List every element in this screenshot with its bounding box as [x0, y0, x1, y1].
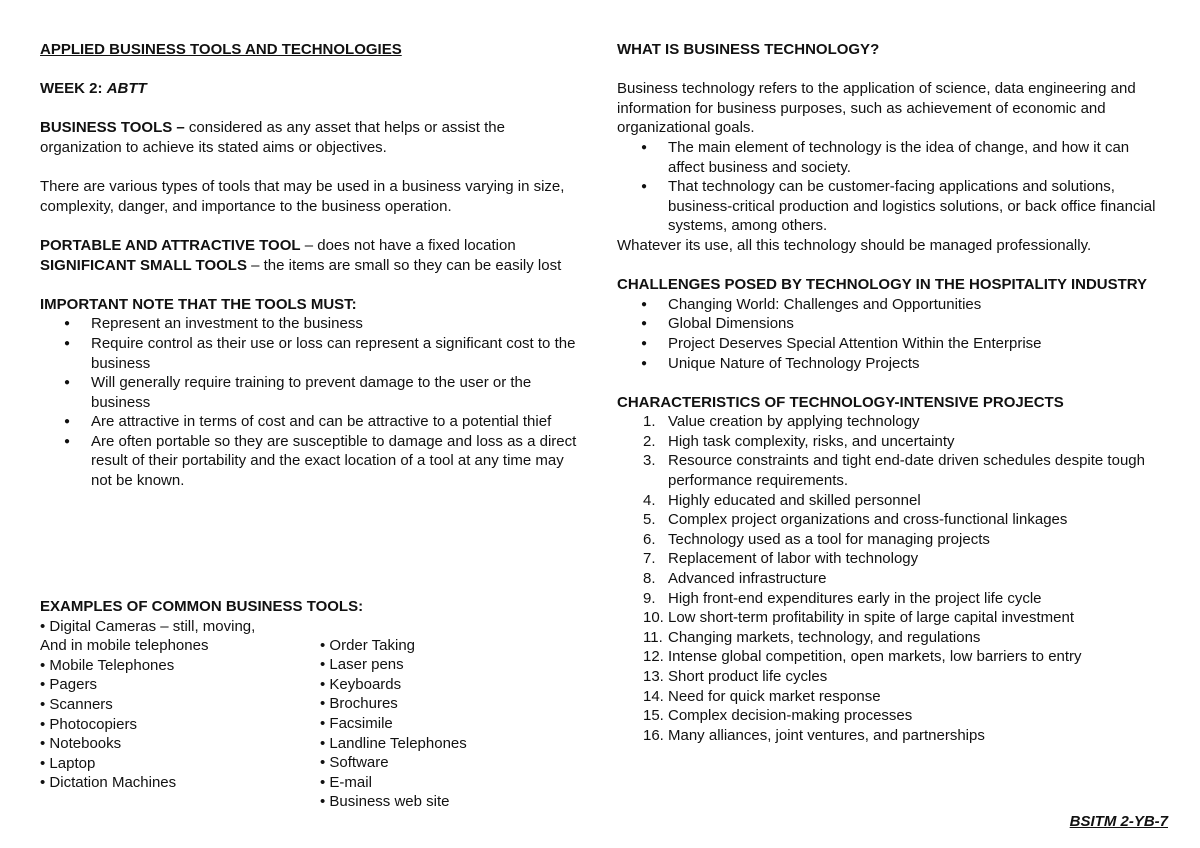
week-line — [40, 79, 585, 99]
list-number: 14. — [643, 687, 664, 705]
week-code: ABTT — [106, 80, 147, 98]
characteristics-heading: CHARACTERISTICS OF TECHNOLOGY-INTENSIVE PROJECTS — [617, 393, 1064, 411]
challenges-heading: CHALLENGES POSED BY TECHNOLOGY IN THE HOSPITALITY INDUSTRY — [617, 276, 1148, 294]
list-number: 8. — [643, 570, 656, 588]
list-text: Highly educated and skilled personnel — [668, 491, 921, 509]
list-text: Intense global competition, open markets, low barriers to entry — [668, 648, 1082, 666]
list-text: High task complexity, risks, and uncertainty — [668, 432, 955, 450]
list-number: 7. — [643, 550, 656, 568]
list-item: • Software — [320, 754, 389, 772]
examples-section — [40, 597, 585, 817]
portable-tool-definition — [40, 236, 585, 256]
list-number: 6. — [643, 530, 656, 548]
list-item: • Pagers — [40, 676, 97, 694]
business-tools-term: BUSINESS TOOLS – — [40, 119, 185, 137]
what-is-list — [617, 138, 1162, 236]
list-item: • Photocopiers — [40, 715, 137, 733]
list-item — [617, 608, 1162, 628]
list-text: Value creation by applying technology — [668, 413, 920, 431]
list-number: 5. — [643, 511, 656, 529]
list-item: • Dictation Machines — [40, 774, 177, 792]
list-item: ● Project Deserves Special Attention Within the Enterprise — [617, 334, 1162, 354]
list-item — [617, 687, 1162, 707]
list-item: • Keyboards — [320, 675, 402, 693]
list-item — [617, 451, 1162, 490]
what-is-intro: Business technology refers to the application of science, data engineering and information for business purposes, such as achievement of economic and organizational goals. — [617, 80, 1136, 137]
list-item — [617, 726, 1162, 746]
list-text: Replacement of labor with technology — [668, 550, 919, 568]
list-item: • Laptop — [40, 754, 96, 772]
list-item — [617, 530, 1162, 550]
list-item: • E-mail — [320, 773, 372, 791]
list-text: Complex decision-making processes — [668, 707, 913, 725]
document-title: APPLIED BUSINESS TOOLS AND TECHNOLOGIES — [40, 41, 402, 58]
list-item: ● Changing World: Challenges and Opportunities — [617, 295, 1162, 315]
list-item: • Landline Telephones — [320, 734, 467, 752]
list-text: Changing markets, technology, and regulations — [668, 628, 981, 646]
list-number: 9. — [643, 589, 656, 607]
list-item — [617, 589, 1162, 609]
list-number: 15. — [643, 707, 664, 725]
list-number: 10. — [643, 609, 664, 627]
list-item: ● Will generally require training to prevent damage to the user or the business — [40, 373, 585, 412]
list-item: • Business web site — [320, 793, 450, 811]
list-number: 1. — [643, 413, 656, 431]
list-text: Short product life cycles — [668, 668, 828, 685]
list-text: Advanced infrastructure — [668, 570, 827, 588]
significant-tools-text: – the items are small so they can be easily lost — [246, 256, 562, 274]
list-item — [617, 510, 1162, 530]
examples-column-1 — [40, 617, 300, 793]
list-item: ● That technology can be customer-facing applications and solutions, business-critical production and logistics solutions, or back office financial systems, among others. — [617, 177, 1162, 236]
list-item: ● Are often portable so they are susceptible to damage and loss as a direct result of their portability and the exact location of a tool at any time may not be known. — [40, 432, 585, 491]
challenges-list — [617, 295, 1162, 373]
list-number: 11. — [643, 628, 663, 646]
list-item: And in mobile telephones — [40, 637, 209, 655]
characteristics-list — [617, 412, 1162, 745]
various-types-paragraph: There are various types of tools that may be used in a business varying in size, complexity, danger, and importance to the business operation. — [40, 178, 565, 215]
list-item: • Brochures — [320, 695, 398, 713]
portable-tool-term: PORTABLE AND ATTRACTIVE TOOL — [40, 236, 301, 254]
list-item — [617, 647, 1162, 667]
list-text: Need for quick market response — [668, 687, 881, 705]
list-item — [617, 569, 1162, 589]
list-text: High front-end expenditures early in the project life cycle — [668, 589, 1042, 607]
list-item: • Digital Cameras – still, moving, — [40, 617, 256, 635]
list-number: 13. — [643, 668, 664, 685]
business-tools-text: considered as any asset that helps or assist the organization to achieve its stated aims or objectives. — [40, 119, 505, 156]
what-is-outro: Whatever its use, all this technology should be managed professionally. — [617, 236, 1092, 254]
section-code-footer: BSITM 2-YB-7 — [1069, 813, 1168, 830]
significant-tools-term: SIGNIFICANT SMALL TOOLS — [40, 256, 247, 274]
list-item: ● Represent an investment to the business — [40, 314, 585, 334]
important-note-list — [40, 314, 585, 490]
portable-tool-text: – does not have a fixed location — [300, 236, 516, 254]
important-note-heading: IMPORTANT NOTE THAT THE TOOLS MUST: — [40, 295, 357, 313]
left-column — [40, 40, 585, 491]
list-item: ● The main element of technology is the idea of change, and how it can affect business and society. — [617, 138, 1162, 177]
list-number: 12. — [643, 648, 664, 666]
what-is-heading: WHAT IS BUSINESS TECHNOLOGY? — [617, 41, 880, 58]
list-number: 16. — [643, 726, 664, 744]
list-item: • Mobile Telephones — [40, 656, 175, 674]
list-item — [617, 628, 1162, 648]
list-text: Complex project organizations and cross-functional linkages — [668, 511, 1068, 529]
list-item — [617, 412, 1162, 432]
list-item: • Scanners — [40, 695, 113, 713]
list-item: ● Require control as their use or loss can represent a significant cost to the business — [40, 334, 585, 373]
week-prefix: WEEK 2: — [40, 80, 107, 98]
right-column — [617, 40, 1162, 745]
list-item: • Notebooks — [40, 735, 122, 753]
list-item: • Laser pens — [320, 656, 404, 674]
list-item — [617, 706, 1162, 726]
list-item — [617, 667, 1162, 687]
list-item: ● Global Dimensions — [617, 314, 1162, 334]
list-text: Many alliances, joint ventures, and partnerships — [668, 726, 985, 744]
list-number: 3. — [643, 452, 656, 470]
examples-heading: EXAMPLES OF COMMON BUSINESS TOOLS: — [40, 598, 364, 615]
list-item — [617, 549, 1162, 569]
significant-tools-definition — [40, 256, 585, 276]
business-tools-definition — [40, 118, 585, 157]
examples-column-2 — [320, 636, 580, 812]
list-text: Resource constraints and tight end-date driven schedules despite tough performance requirements. — [668, 452, 1145, 490]
list-item: • Order Taking — [320, 636, 416, 654]
list-item: ● Are attractive in terms of cost and can be attractive to a potential thief — [40, 412, 585, 432]
list-item — [617, 491, 1162, 511]
list-number: 4. — [643, 491, 656, 509]
list-item: ● Unique Nature of Technology Projects — [617, 354, 1162, 374]
list-text: Technology used as a tool for managing projects — [668, 530, 990, 548]
list-text: Low short-term profitability in spite of large capital investment — [668, 609, 1075, 627]
list-number: 2. — [643, 432, 656, 450]
list-item: • Facsimile — [320, 714, 393, 732]
list-item — [617, 432, 1162, 452]
